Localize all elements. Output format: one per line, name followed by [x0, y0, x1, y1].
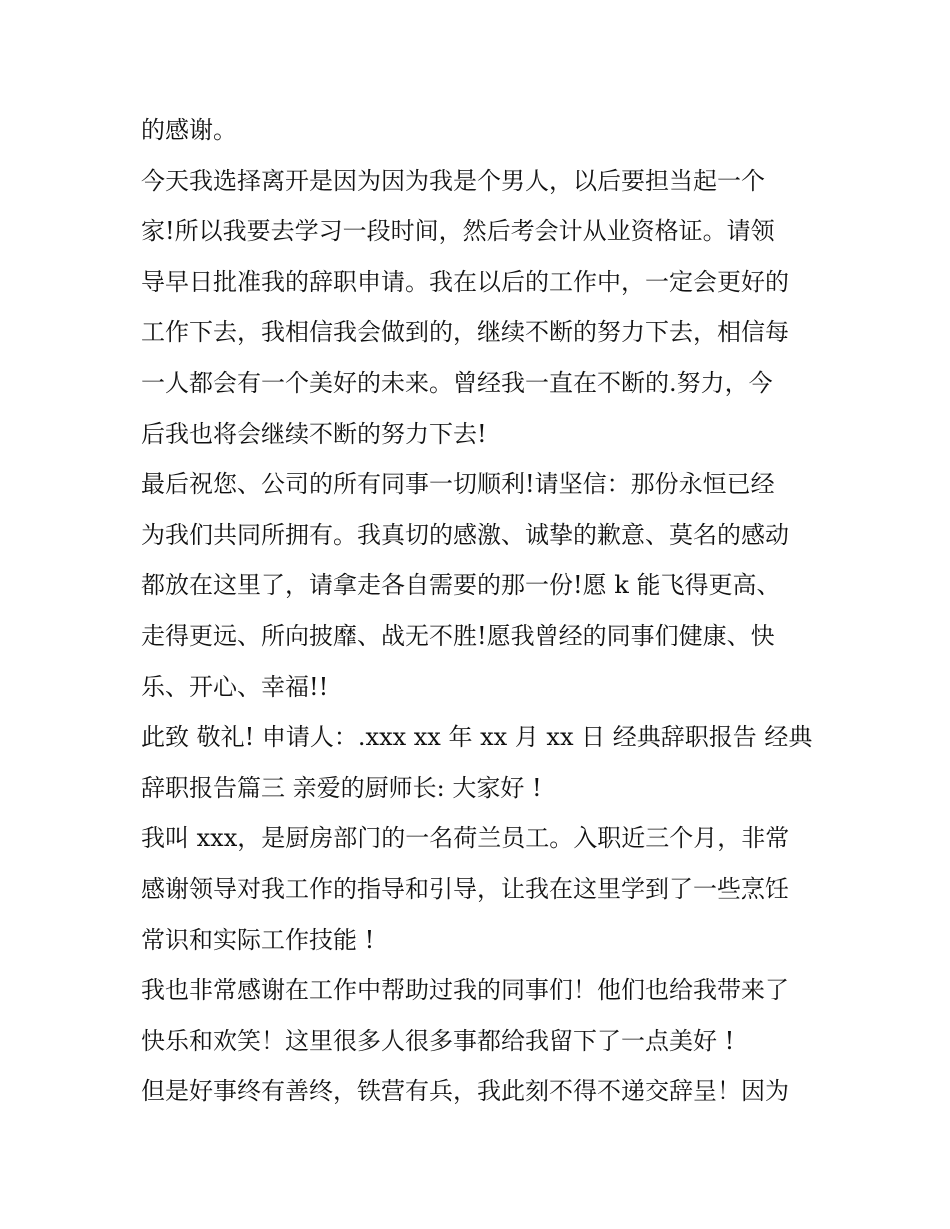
text-line: 为我们共同所拥有。我真切的感激、诚挚的歉意、莫名的感动 [141, 520, 789, 549]
text-line: 常识和实际工作技能 ! [141, 925, 375, 954]
text-line: 辞职报告篇三 亲爱的厨师长: 大家好 ! [141, 773, 542, 802]
text-line: 工作下去，我相信我会做到的，继续不断的努力下去，相信每 [141, 318, 789, 347]
text-line: 都放在这里了，请拿走各自需要的那一份!愿 k 能飞得更高、 [141, 571, 781, 600]
text-line: 感谢领导对我工作的指导和引导，让我在这里学到了一些烹饪 [141, 874, 789, 903]
text-line: 走得更远、所向披靡、战无不胜!愿我曾经的同事们健康、快 [141, 621, 775, 650]
text-line: 我也非常感谢在工作中帮助过我的同事们！他们也给我带来了 [141, 976, 789, 1005]
text-line: 此致 敬礼! 申请人：.xxx xx 年 xx 月 xx 日 经典辞职报告 经典 [141, 723, 813, 752]
text-line: 乐、开心、幸福!! [141, 672, 329, 701]
text-line: 一人都会有一个美好的未来。曾经我一直在不断的.努力，今 [141, 368, 773, 397]
document-body [141, 105, 821, 1117]
text-line: 最后祝您、公司的所有同事一切顺利!请坚信：那份永恒已经 [141, 470, 775, 499]
text-line: 但是好事终有善终，铁营有兵，我此刻不得不递交辞呈！因为 [141, 1077, 789, 1106]
text-line: 导早日批准我的辞职申请。我在以后的工作中，一定会更好的 [141, 267, 789, 296]
text-line: 后我也将会继续不断的努力下去! [141, 419, 487, 448]
text-line: 我叫 xxx，是厨房部门的一名荷兰员工。入职近三个月，非常 [141, 824, 790, 853]
text-line: 今天我选择离开是因为因为我是个男人，以后要担当起一个 [141, 166, 765, 195]
text-line: 的感谢。 [141, 116, 237, 144]
text-line: 快乐和欢笑！这里很多人很多事都给我留下了一点美好 ! [141, 1026, 735, 1055]
text-line: 家!所以我要去学习一段时间，然后考会计从业资格证。请领 [141, 217, 775, 246]
